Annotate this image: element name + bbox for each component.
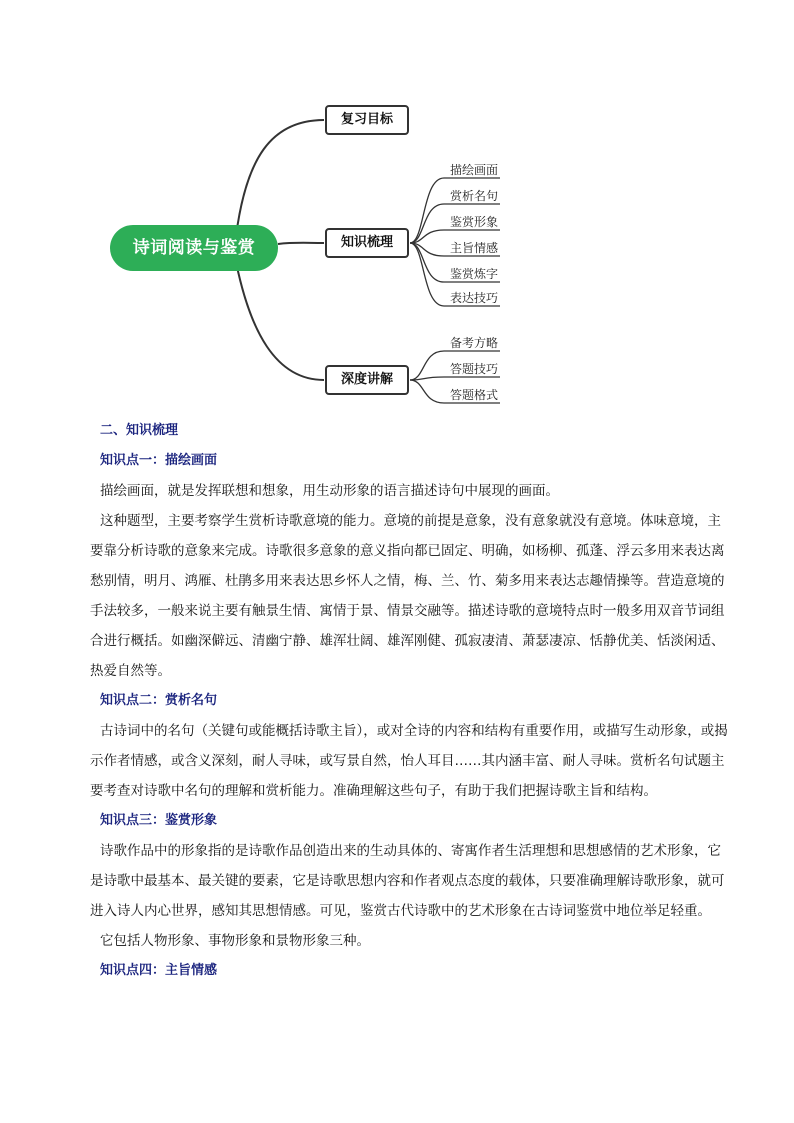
leaf-answer-format: 答题格式	[450, 388, 499, 402]
mindmap-root: 诗词阅读与鉴赏	[110, 225, 278, 271]
leaf-describe-picture: 描绘画面	[450, 163, 499, 177]
point-2-para-1: 古诗词中的名句（关键句或能概括诗歌主旨），或对全诗的内容和结构有重要作用，或描写生动形象，或揭示作者情感，或含义深刻，耐人寻味，或写景自然，怡人耳目……其内涵丰富、耐人寻味。赏析名句试题主要考查对诗歌中名句的理解和赏析能力。准确理解这些句子，有助于我们把握诗歌主旨和结构。	[90, 723, 728, 799]
connector-root-to-deep	[236, 262, 324, 380]
branch-deep-explain: 深度讲解	[325, 365, 409, 395]
leaf-appreciate-image: 鉴赏形象	[450, 215, 499, 229]
point-4-heading: 知识点四：主旨情感	[100, 963, 218, 978]
section-title: 二、知识梳理	[100, 423, 179, 438]
leaf-appreciate-lines: 赏析名句	[450, 189, 499, 203]
point-3-para-2: 它包括人物形象、事物形象和景物形象三种。	[100, 933, 370, 949]
point-1-para-2: 这种题型，主要考察学生赏析诗歌意境的能力。意境的前提是意象，没有意象就没有意境。体味意境，主要靠分析诗歌的意象来完成。诗歌很多意象的意义指向都已固定、明确，如杨柳、孤蓬、浮云多用来表达离愁别情，明月、鸿雁、杜鹃多用来表达思乡怀人之情，梅、兰、竹、菊多用来表达志趣情操等。营造意境的手法较多，一般来说主要有触景生情、寓情于景、情景交融等。描述诗歌的意境特点时一般多用双音节词组合进行概括。如幽深僻远、清幽宁静、雄浑壮阔、雄浑刚健、孤寂凄清、萧瑟凄凉、恬静优美、恬淡闲适、热爱自然等。	[90, 513, 725, 679]
branch-knowledge: 知识梳理	[325, 228, 409, 258]
branch-review-goals: 复习目标	[325, 105, 409, 135]
leaf-word-refining: 鉴赏炼字	[450, 267, 499, 281]
leaf-expression-skills: 表达技巧	[450, 291, 499, 305]
mind-map	[0, 0, 794, 420]
point-1-heading: 知识点一：描绘画面	[100, 453, 218, 468]
point-3-heading: 知识点三：鉴赏形象	[100, 813, 218, 828]
leaf-exam-strategy: 备考方略	[450, 336, 499, 350]
point-2-heading: 知识点二：赏析名句	[100, 693, 218, 708]
document-body	[90, 416, 730, 986]
leaf-answer-skills: 答题技巧	[450, 362, 499, 376]
connector-root-to-knowledge	[278, 243, 324, 244]
point-1-para-1: 描绘画面，就是发挥联想和想象，用生动形象的语言描述诗句中展现的画面。	[100, 483, 559, 499]
leaf-theme-emotion: 主旨情感	[450, 241, 499, 255]
point-3-para-1: 诗歌作品中的形象指的是诗歌作品创造出来的生动具体的、寄寓作者生活理想和思想感情的艺术形象，它是诗歌中最基本、最关键的要素，它是诗歌思想内容和作者观点态度的载体，只要准确理解诗歌形象，就可进入诗人内心世界，感知其思想情感。可见，鉴赏古代诗歌中的艺术形象在古诗词鉴赏中地位举足轻重。	[90, 843, 725, 919]
mind-map-connectors	[0, 0, 794, 420]
connector-root-to-review	[236, 120, 324, 236]
